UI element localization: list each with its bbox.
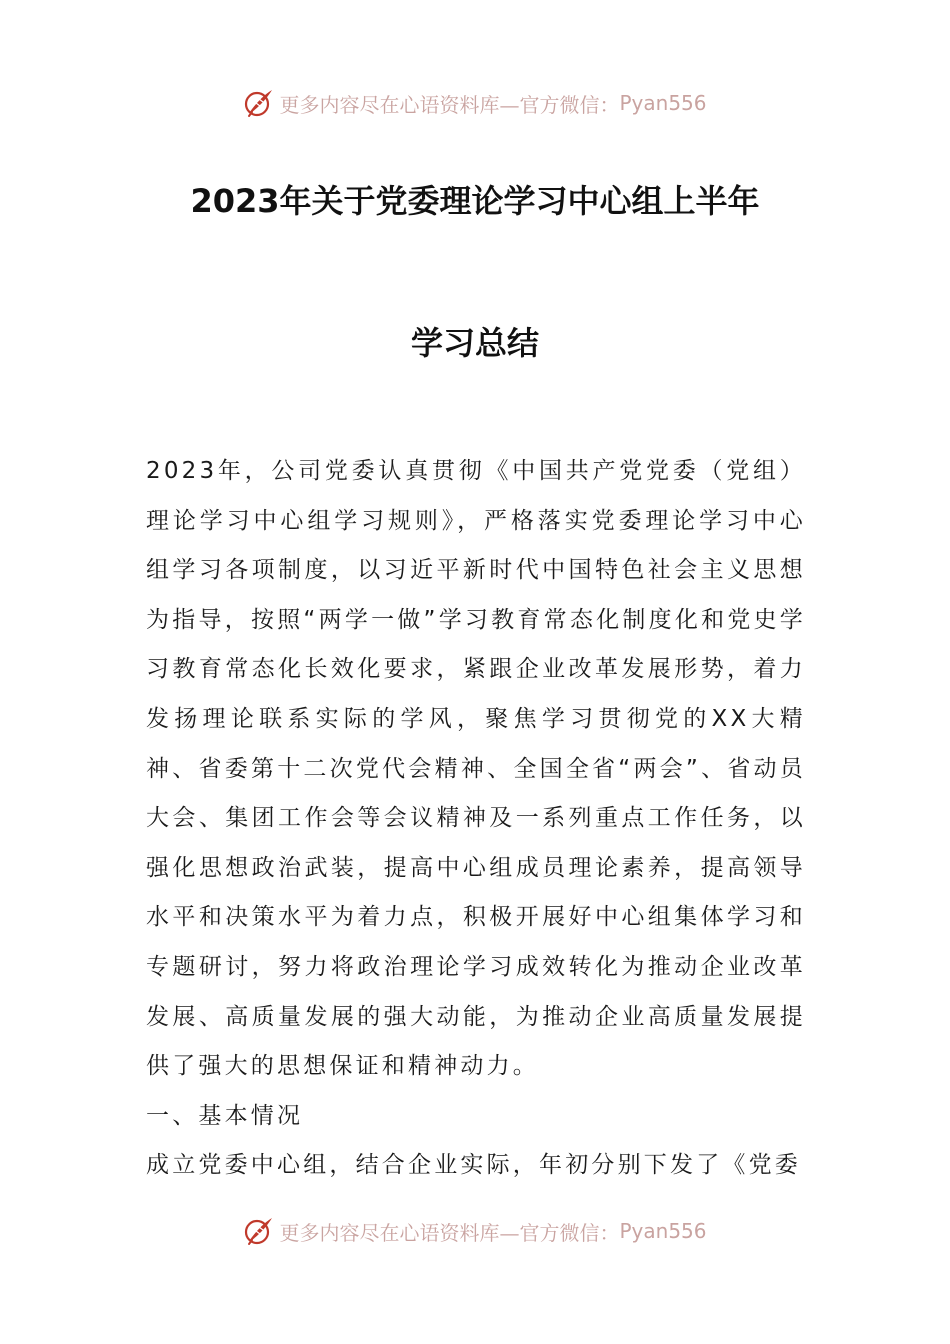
watermark-wechat-id: Pyan556 [619, 1219, 707, 1243]
watermark-text: 更多内容尽在心语资料库— [279, 92, 520, 117]
document-title-line-2: 学习总结 [410, 324, 539, 362]
watermark-banner-top [0, 83, 950, 123]
watermark-wechat-id: Pyan556 [619, 91, 707, 115]
section-heading-basic-situation: 一、基本情况 [146, 1102, 304, 1129]
watermark-text: 更多内容尽在心语资料库— [279, 1220, 520, 1245]
document-body [146, 447, 806, 1191]
watermark-wechat-label: 官方微信： [519, 1220, 620, 1245]
feather-pen-logo-icon [243, 1215, 275, 1247]
watermark-wechat-label: 官方微信： [519, 92, 620, 117]
body-paragraph-2: 成立党委中心组，结合企业实际，年初分别下发了《党委 [146, 1152, 801, 1179]
body-paragraph-1: 2023年，公司党委认真贯彻《中国共产党党委（党组）理论学习中心组学习规则》，严格落实党委理论学习中心组学习各项制度，以习近平新时代中国特色社会主义思想为指导，按照“两学一做”学习教育常态化制度化和党史学习教育常态化长效化要求，紧跟企业改革发展形势，着力发扬理论联系实际的学风，聚焦学习贯彻党的XX大精神、省委第十二次党代会精神、全国全省“两会”、省动员大会、集团工作会等会议精神及一系列重点工作任务，以强化思想政治武装，提高中心组成员理论素养，提高领导水平和决策水平为着力点，积极开展好中心组集体学习和专题研讨，努力将政治理论学习成效转化为推动企业改革发展、高质量发展的强大动能，为推动企业高质量发展提供了强大的思想保证和精神动力。 [146, 458, 806, 1080]
feather-pen-logo-icon [243, 87, 275, 119]
watermark-banner-bottom [0, 1211, 950, 1251]
document-title-line-1: 2023年关于党委理论学习中心组上半年 [190, 182, 760, 220]
